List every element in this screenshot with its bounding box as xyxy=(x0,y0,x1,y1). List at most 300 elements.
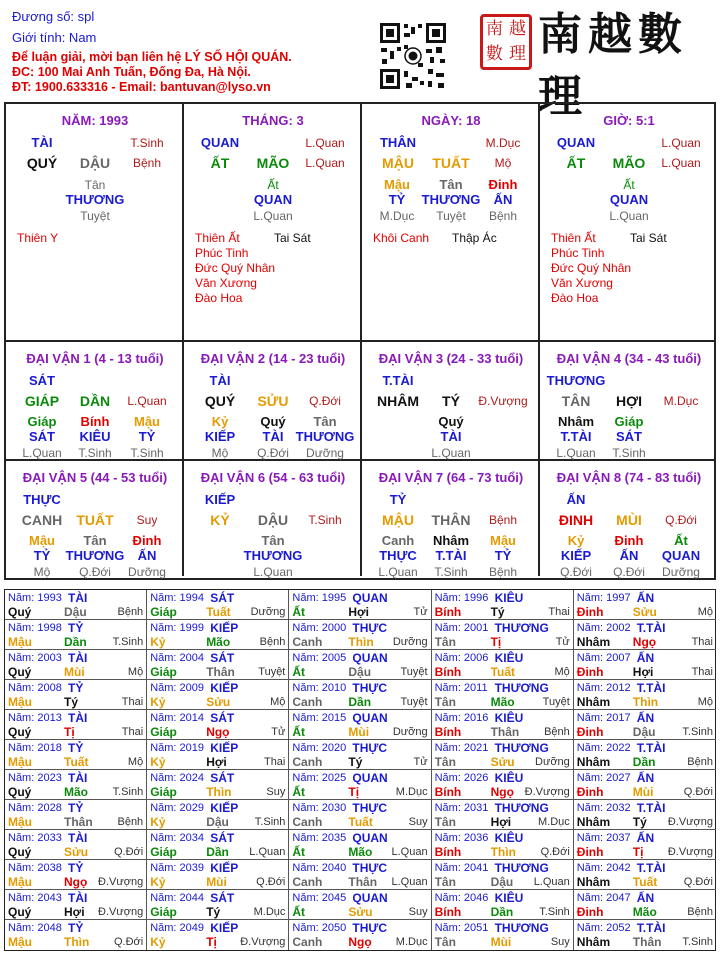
hidden-status: Mộ xyxy=(33,565,51,579)
annual-branch: Tuất xyxy=(490,665,516,679)
annual-year: Năm: 2005 xyxy=(292,652,347,664)
annual-cell xyxy=(5,620,147,650)
annual-stem: Nhâm xyxy=(576,635,611,649)
annual-status: M.Dục xyxy=(395,786,428,798)
annual-ten-god: TỶ xyxy=(68,681,84,695)
annual-year: Năm: 2040 xyxy=(292,862,347,874)
annual-cell xyxy=(289,860,431,890)
annual-stem: Quý xyxy=(8,845,32,859)
annual-year: Năm: 2019 xyxy=(150,742,204,754)
annual-status: Tử xyxy=(413,606,428,618)
annual-status: Đ.Vượng xyxy=(667,846,713,858)
annual-year: Năm: 2043 xyxy=(8,892,62,904)
annual-cell xyxy=(5,710,147,740)
annual-stem: Mậu xyxy=(8,935,32,949)
annual-year: Năm: 2034 xyxy=(150,832,204,844)
annual-cell xyxy=(147,620,289,650)
annual-branch: Tị xyxy=(632,845,644,859)
annual-cell xyxy=(574,710,716,740)
annual-branch: Ngọ xyxy=(206,725,230,739)
annual-status: Mộ xyxy=(127,666,144,678)
hidden-ten-god: KIÊU xyxy=(79,429,111,444)
annual-branch: Tý xyxy=(632,815,647,829)
hidden-ten-god: THƯƠNG xyxy=(295,429,355,444)
pillar-title: NĂM: 1993 xyxy=(61,113,129,128)
annual-stem: Tân xyxy=(434,635,456,649)
star-name: Thập Ác xyxy=(452,231,497,245)
annual-stem: Bính xyxy=(434,845,462,859)
annual-year: Năm: 2049 xyxy=(150,922,204,934)
dai-van-branch: TÝ xyxy=(442,393,460,409)
annual-year: Năm: 2011 xyxy=(434,682,488,694)
annual-ten-god: QUAN xyxy=(352,771,388,785)
pillar-stem: ẤT xyxy=(566,155,586,171)
annual-branch: Mùi xyxy=(490,935,512,949)
annual-year: Năm: 2039 xyxy=(150,862,204,874)
hidden-stem: Đinh xyxy=(488,177,518,192)
annual-stem: Bính xyxy=(434,905,462,919)
annual-stem: Mậu xyxy=(8,875,32,889)
annual-stem: Đinh xyxy=(576,605,604,619)
dai-van-8 xyxy=(540,461,714,579)
annual-year: Năm: 2013 xyxy=(8,712,62,724)
annual-ten-god: THỰC xyxy=(352,861,388,875)
pillar-grid xyxy=(4,102,716,580)
annual-stem: Đinh xyxy=(576,845,604,859)
annual-stem: Canh xyxy=(292,635,323,649)
dai-van-title: ĐẠI VẬN 4 (34 - 43 tuổi) xyxy=(556,351,702,366)
annual-year: Năm: 2018 xyxy=(8,742,62,754)
annual-status: Tuyệt xyxy=(400,666,428,678)
star-name: Phúc Tinh xyxy=(195,246,249,260)
annual-branch: Mão xyxy=(348,845,373,859)
annual-year: Năm: 1994 xyxy=(150,592,204,604)
hidden-status: L.Quan xyxy=(22,446,62,460)
annual-cell xyxy=(289,650,431,680)
annual-ten-god: THƯƠNG xyxy=(494,801,549,815)
annual-status: Thai xyxy=(548,606,570,618)
pillar-branch: MÃO xyxy=(256,155,290,171)
annual-year: Năm: 2010 xyxy=(292,682,347,694)
annual-ten-god: T.TÀI xyxy=(636,861,666,875)
hidden-ten-god: QUAN xyxy=(661,548,701,563)
hidden-status: Dưỡng xyxy=(662,565,700,579)
annual-branch: Sửu xyxy=(632,605,657,619)
annual-cell xyxy=(432,740,574,770)
annual-stem: Đinh xyxy=(576,665,604,679)
hidden-status: Dưỡng xyxy=(306,446,344,460)
annual-branch: Tị xyxy=(490,635,502,649)
dai-van-title: ĐẠI VẬN 2 (14 - 23 tuổi) xyxy=(200,351,346,366)
dai-van-state: T.Sinh xyxy=(308,513,342,527)
annual-cell xyxy=(289,710,431,740)
annual-branch: Tuất xyxy=(64,755,89,769)
annual-branch: Sửu xyxy=(206,695,231,709)
annual-status: T.Sinh xyxy=(682,936,713,948)
dai-van-state: M.Dục xyxy=(663,394,699,408)
annual-year: Năm: 2003 xyxy=(8,652,62,664)
annual-cell xyxy=(432,770,574,800)
pillar-top-status: T.Sinh xyxy=(130,136,164,150)
annual-branch: Tý xyxy=(490,605,505,619)
annual-ten-god: THƯƠNG xyxy=(494,741,549,755)
annual-cell xyxy=(5,920,147,950)
annual-cell xyxy=(5,770,147,800)
annual-status: Mộ xyxy=(554,666,570,678)
annual-ten-god: TỶ xyxy=(68,801,84,815)
pillar-branch: DẬU xyxy=(79,155,111,171)
hidden-status: L.Quan xyxy=(431,446,471,460)
pillar-top-status: L.Quan xyxy=(661,136,701,150)
annual-branch: Sửu xyxy=(490,755,515,769)
annual-status: Mộ xyxy=(127,756,144,768)
hidden-stem: Giáp xyxy=(27,414,57,429)
hidden-stem: Đinh xyxy=(132,533,162,548)
annual-year: Năm: 2042 xyxy=(576,862,631,874)
annual-branch: Dậu xyxy=(64,605,87,619)
annual-year: Năm: 2015 xyxy=(292,712,347,724)
annual-year: Năm: 2025 xyxy=(292,772,347,784)
annual-ten-god: KIẾP xyxy=(210,801,239,815)
annual-year: Năm: 1996 xyxy=(434,592,489,604)
annual-stem: Quý xyxy=(8,725,32,739)
pillar-stem: ẤT xyxy=(210,155,230,171)
annual-stem: Canh xyxy=(292,935,323,949)
annual-ten-god: ẤN xyxy=(636,831,655,845)
annual-branch: Dần xyxy=(206,845,229,859)
dai-van-6 xyxy=(184,461,362,579)
hidden-ten-god: SÁT xyxy=(616,429,642,444)
annual-status: Dưỡng xyxy=(392,726,428,738)
annual-cell xyxy=(432,800,574,830)
hidden-status: Q.Đới xyxy=(257,446,289,460)
annual-branch: Thìn xyxy=(206,785,232,799)
annual-branch: Sửu xyxy=(64,845,89,859)
annual-year: Năm: 2024 xyxy=(150,772,204,784)
annual-branch: Tị xyxy=(64,725,75,739)
annual-stem: Nhâm xyxy=(576,935,611,949)
annual-branch: Ngọ xyxy=(64,875,88,889)
annual-stem: Kỷ xyxy=(150,755,166,769)
annual-year: Năm: 2038 xyxy=(8,862,62,874)
hidden-status: Q.Đới xyxy=(560,565,592,579)
hidden-stem: Nhâm xyxy=(432,533,470,548)
annual-year: Năm: 2008 xyxy=(8,682,62,694)
annual-ten-god: THƯƠNG xyxy=(494,621,549,635)
star-name: Đào Hoa xyxy=(195,291,243,305)
annual-status: Đ.Vượng xyxy=(667,816,713,828)
dai-van-7 xyxy=(362,461,540,579)
annual-status: M.Dục xyxy=(538,816,570,828)
annual-cell xyxy=(5,860,147,890)
annual-status: T.Sinh xyxy=(539,906,570,918)
pillar-branch-state: L.Quan xyxy=(305,156,345,170)
annual-ten-god: QUAN xyxy=(352,891,388,905)
annual-branch: Mùi xyxy=(348,725,370,739)
annual-cell xyxy=(574,800,716,830)
annual-stem: Quý xyxy=(8,905,32,919)
star-name: Tai Sát xyxy=(630,231,667,245)
annual-stem: Giáp xyxy=(150,845,177,859)
pillar-sub-status: Tuyệt xyxy=(80,209,110,223)
hidden-status: T.Sinh xyxy=(612,446,646,460)
star-name: Thiên Y xyxy=(17,231,59,245)
annual-cell xyxy=(574,620,716,650)
hidden-ten-god: TỶ xyxy=(388,192,406,207)
annual-ten-god: TÀI xyxy=(68,591,88,605)
hidden-ten-god: ẤN xyxy=(493,192,513,207)
dai-van-title: ĐẠI VẬN 6 (54 - 63 tuổi) xyxy=(200,470,346,485)
dai-van-branch: MÙI xyxy=(616,512,642,528)
star-name: Văn Xương xyxy=(195,276,257,290)
hidden-status: L.Quan xyxy=(378,565,418,579)
dai-van-branch: THÂN xyxy=(431,512,471,528)
annual-cell xyxy=(432,830,574,860)
annual-ten-god: TÀI xyxy=(68,771,88,785)
annual-cell xyxy=(147,770,289,800)
pillar-1 xyxy=(6,104,184,342)
annual-stem: Đinh xyxy=(576,905,604,919)
annual-cell xyxy=(289,590,431,620)
annual-status: Đ.Vượng xyxy=(524,786,570,798)
hidden-status: Q.Đới xyxy=(79,565,111,579)
annual-branch: Tuất xyxy=(348,815,373,829)
annual-cell xyxy=(5,590,147,620)
annual-branch: Thìn xyxy=(632,695,659,709)
star-name: Thiên Ất xyxy=(195,231,240,245)
annual-year: Năm: 2029 xyxy=(150,802,204,814)
annual-status: Q.Đới xyxy=(683,876,713,888)
annual-ten-god: KIẾP xyxy=(210,621,239,635)
annual-cell xyxy=(289,890,431,920)
annual-status: Tuyệt xyxy=(400,696,428,708)
annual-stem: Quý xyxy=(8,665,32,679)
annual-ten-god: THƯƠNG xyxy=(494,861,549,875)
annual-year: Năm: 1993 xyxy=(8,592,62,604)
annual-status: Thai xyxy=(691,666,713,678)
pillar-title: NGÀY: 18 xyxy=(421,113,481,128)
dai-van-title: ĐẠI VẬN 1 (4 - 13 tuổi) xyxy=(26,351,164,366)
hidden-ten-god: T.TÀI xyxy=(435,548,467,563)
annual-cell xyxy=(432,710,574,740)
dai-van-title: ĐẠI VẬN 3 (24 - 33 tuổi) xyxy=(378,351,524,366)
annual-stem: Canh xyxy=(292,755,323,769)
annual-branch: Hợi xyxy=(490,815,512,829)
star-name: Văn Xương xyxy=(551,276,613,290)
dai-van-stem: QUÝ xyxy=(204,393,236,409)
annual-stem: Kỷ xyxy=(150,815,166,829)
annual-status: Dưỡng xyxy=(535,756,570,768)
pillar-branch-state: Bệnh xyxy=(132,156,162,170)
hidden-stem: Ất xyxy=(623,178,635,192)
annual-ten-god: ẤN xyxy=(636,771,655,785)
dai-van-5 xyxy=(6,461,184,579)
annual-branch: Thân xyxy=(490,725,520,739)
annual-stem: Ất xyxy=(292,725,306,739)
star-name: Tai Sát xyxy=(274,231,311,245)
annual-ten-god: SÁT xyxy=(210,771,235,785)
annual-status: Q.Đới xyxy=(540,846,570,858)
annual-status: Mộ xyxy=(697,696,713,708)
hidden-stem: Tân xyxy=(313,414,337,429)
annual-status: Thai xyxy=(121,726,144,738)
pillar-ten-god: THÂN xyxy=(379,135,417,150)
annual-cell xyxy=(289,830,431,860)
annual-cell xyxy=(147,680,289,710)
annual-stem: Tân xyxy=(434,875,456,889)
annual-ten-god: KIÊU xyxy=(494,831,524,845)
dai-van-branch: TUẤT xyxy=(76,512,114,528)
annual-stem: Ất xyxy=(292,665,306,679)
hidden-stem: Bính xyxy=(80,414,110,429)
annual-cell xyxy=(574,680,716,710)
dai-van-ten-god: THƯƠNG xyxy=(546,373,606,388)
annual-cell xyxy=(5,650,147,680)
hidden-stem: Quý xyxy=(438,414,464,429)
annual-stem: Mậu xyxy=(8,755,32,769)
annual-ten-god: TÀI xyxy=(68,831,88,845)
hidden-status: Tuyệt xyxy=(436,209,466,223)
annual-status: Thai xyxy=(263,756,286,768)
dai-van-ten-god: TÀI xyxy=(209,373,231,388)
annual-branch: Dần xyxy=(632,755,656,769)
annual-stem: Giáp xyxy=(150,725,177,739)
annual-stem: Giáp xyxy=(150,605,177,619)
annual-status: Bệnh xyxy=(687,906,713,918)
annual-year: Năm: 2030 xyxy=(292,802,347,814)
annual-cell xyxy=(432,620,574,650)
hidden-ten-god: TÀI xyxy=(440,429,462,444)
annual-ten-god: SÁT xyxy=(210,831,235,845)
annual-ten-god: TỶ xyxy=(68,861,84,875)
annual-branch: Tý xyxy=(206,905,221,919)
annual-cell xyxy=(574,590,716,620)
annual-stem: Mậu xyxy=(8,635,32,649)
annual-ten-god: QUAN xyxy=(352,591,388,605)
annual-stem: Kỷ xyxy=(150,635,166,649)
annual-status: Đ.Vượng xyxy=(98,876,144,888)
annual-stem: Canh xyxy=(292,695,323,709)
annual-stem: Quý xyxy=(8,605,32,619)
annual-table xyxy=(4,589,716,951)
annual-cell xyxy=(147,800,289,830)
annual-branch: Mùi xyxy=(206,875,227,889)
annual-ten-god: TÀI xyxy=(68,891,88,905)
pillar-title: GIỜ: 5:1 xyxy=(603,113,655,128)
star-name: Đức Quý Nhân xyxy=(551,261,632,275)
annual-stem: Giáp xyxy=(150,905,177,919)
annual-year: Năm: 2050 xyxy=(292,922,347,934)
star-name: Đức Quý Nhân xyxy=(195,261,276,275)
annual-stem: Tân xyxy=(434,815,456,829)
hidden-stem: Tân xyxy=(261,533,285,548)
annual-ten-god: KIÊU xyxy=(494,771,524,785)
annual-status: T.Sinh xyxy=(254,816,286,828)
dai-van-state: Q.Đới xyxy=(309,394,341,408)
qr-code-icon xyxy=(378,21,448,91)
annual-ten-god: KIẾP xyxy=(210,921,239,935)
hidden-ten-god: QUAN xyxy=(609,192,649,207)
dai-van-1 xyxy=(6,342,184,461)
annual-ten-god: THƯƠNG xyxy=(494,681,549,695)
annual-stem: Nhâm xyxy=(576,695,611,709)
annual-status: Dưỡng xyxy=(250,606,286,618)
annual-cell xyxy=(574,920,716,950)
hidden-stem: Canh xyxy=(381,533,415,548)
hidden-status: T.Sinh xyxy=(434,565,468,579)
dai-van-stem: ĐINH xyxy=(558,512,594,528)
hidden-ten-god: SÁT xyxy=(29,429,55,444)
annual-year: Năm: 2041 xyxy=(434,862,489,874)
annual-year: Năm: 2051 xyxy=(434,922,489,934)
annual-ten-god: SÁT xyxy=(210,591,235,605)
annual-status: L.Quan xyxy=(533,876,570,888)
annual-branch: Thân xyxy=(206,665,235,679)
annual-status: Suy xyxy=(550,936,570,948)
annual-year: Năm: 2020 xyxy=(292,742,347,754)
annual-cell xyxy=(5,680,147,710)
annual-status: Bệnh xyxy=(687,756,713,768)
annual-year: Năm: 2006 xyxy=(434,652,489,664)
annual-stem: Đinh xyxy=(576,725,604,739)
pillar-sub-status: L.Quan xyxy=(609,209,649,223)
pillar-3 xyxy=(362,104,540,342)
annual-stem: Giáp xyxy=(150,785,177,799)
dai-van-ten-god: KIẾP xyxy=(204,492,236,507)
annual-ten-god: KIÊU xyxy=(494,651,524,665)
annual-status: Mộ xyxy=(270,696,286,708)
annual-year: Năm: 2017 xyxy=(576,712,631,724)
annual-branch: Ngọ xyxy=(632,635,657,649)
annual-branch: Mão xyxy=(632,905,657,919)
hidden-status: M.Dục xyxy=(379,209,415,223)
annual-year: Năm: 2036 xyxy=(434,832,489,844)
annual-stem: Đinh xyxy=(576,785,604,799)
annual-status: Đ.Vượng xyxy=(240,936,286,948)
hidden-status: Bệnh xyxy=(488,565,518,579)
annual-status: Mộ xyxy=(697,606,713,618)
annual-ten-god: KIẾP xyxy=(210,861,239,875)
hidden-ten-god: TỶ xyxy=(494,548,512,563)
pillar-title: THÁNG: 3 xyxy=(242,113,304,128)
annual-ten-god: THỰC xyxy=(352,681,388,695)
red-seal-stamp: 南 越 數 理 xyxy=(480,14,532,70)
annual-branch: Thân xyxy=(632,935,662,949)
hidden-stem: Đinh xyxy=(614,533,644,548)
annual-cell xyxy=(147,920,289,950)
annual-ten-god: ẤN xyxy=(636,651,655,665)
annual-branch: Tị xyxy=(348,785,360,799)
hidden-stem: Kỷ xyxy=(567,533,585,548)
gender-line: Giới tính: Nam xyxy=(12,30,97,45)
dai-van-branch: DẦN xyxy=(79,393,111,409)
hidden-status: Bệnh xyxy=(488,209,518,223)
annual-status: Tử xyxy=(555,636,570,648)
annual-ten-god: TỶ xyxy=(68,921,84,935)
annual-stem: Kỷ xyxy=(150,935,166,949)
annual-branch: Mão xyxy=(64,785,88,799)
annual-year: Năm: 2022 xyxy=(576,742,631,754)
annual-branch: Sửu xyxy=(348,905,373,919)
dai-van-4 xyxy=(540,342,714,461)
annual-status: Tuyệt xyxy=(258,666,286,678)
annual-branch: Dậu xyxy=(206,815,229,829)
dai-van-branch: DẬU xyxy=(257,512,289,528)
annual-cell xyxy=(574,740,716,770)
annual-cell xyxy=(574,890,716,920)
annual-year: Năm: 2021 xyxy=(434,742,489,754)
annual-ten-god: THỰC xyxy=(352,801,388,815)
